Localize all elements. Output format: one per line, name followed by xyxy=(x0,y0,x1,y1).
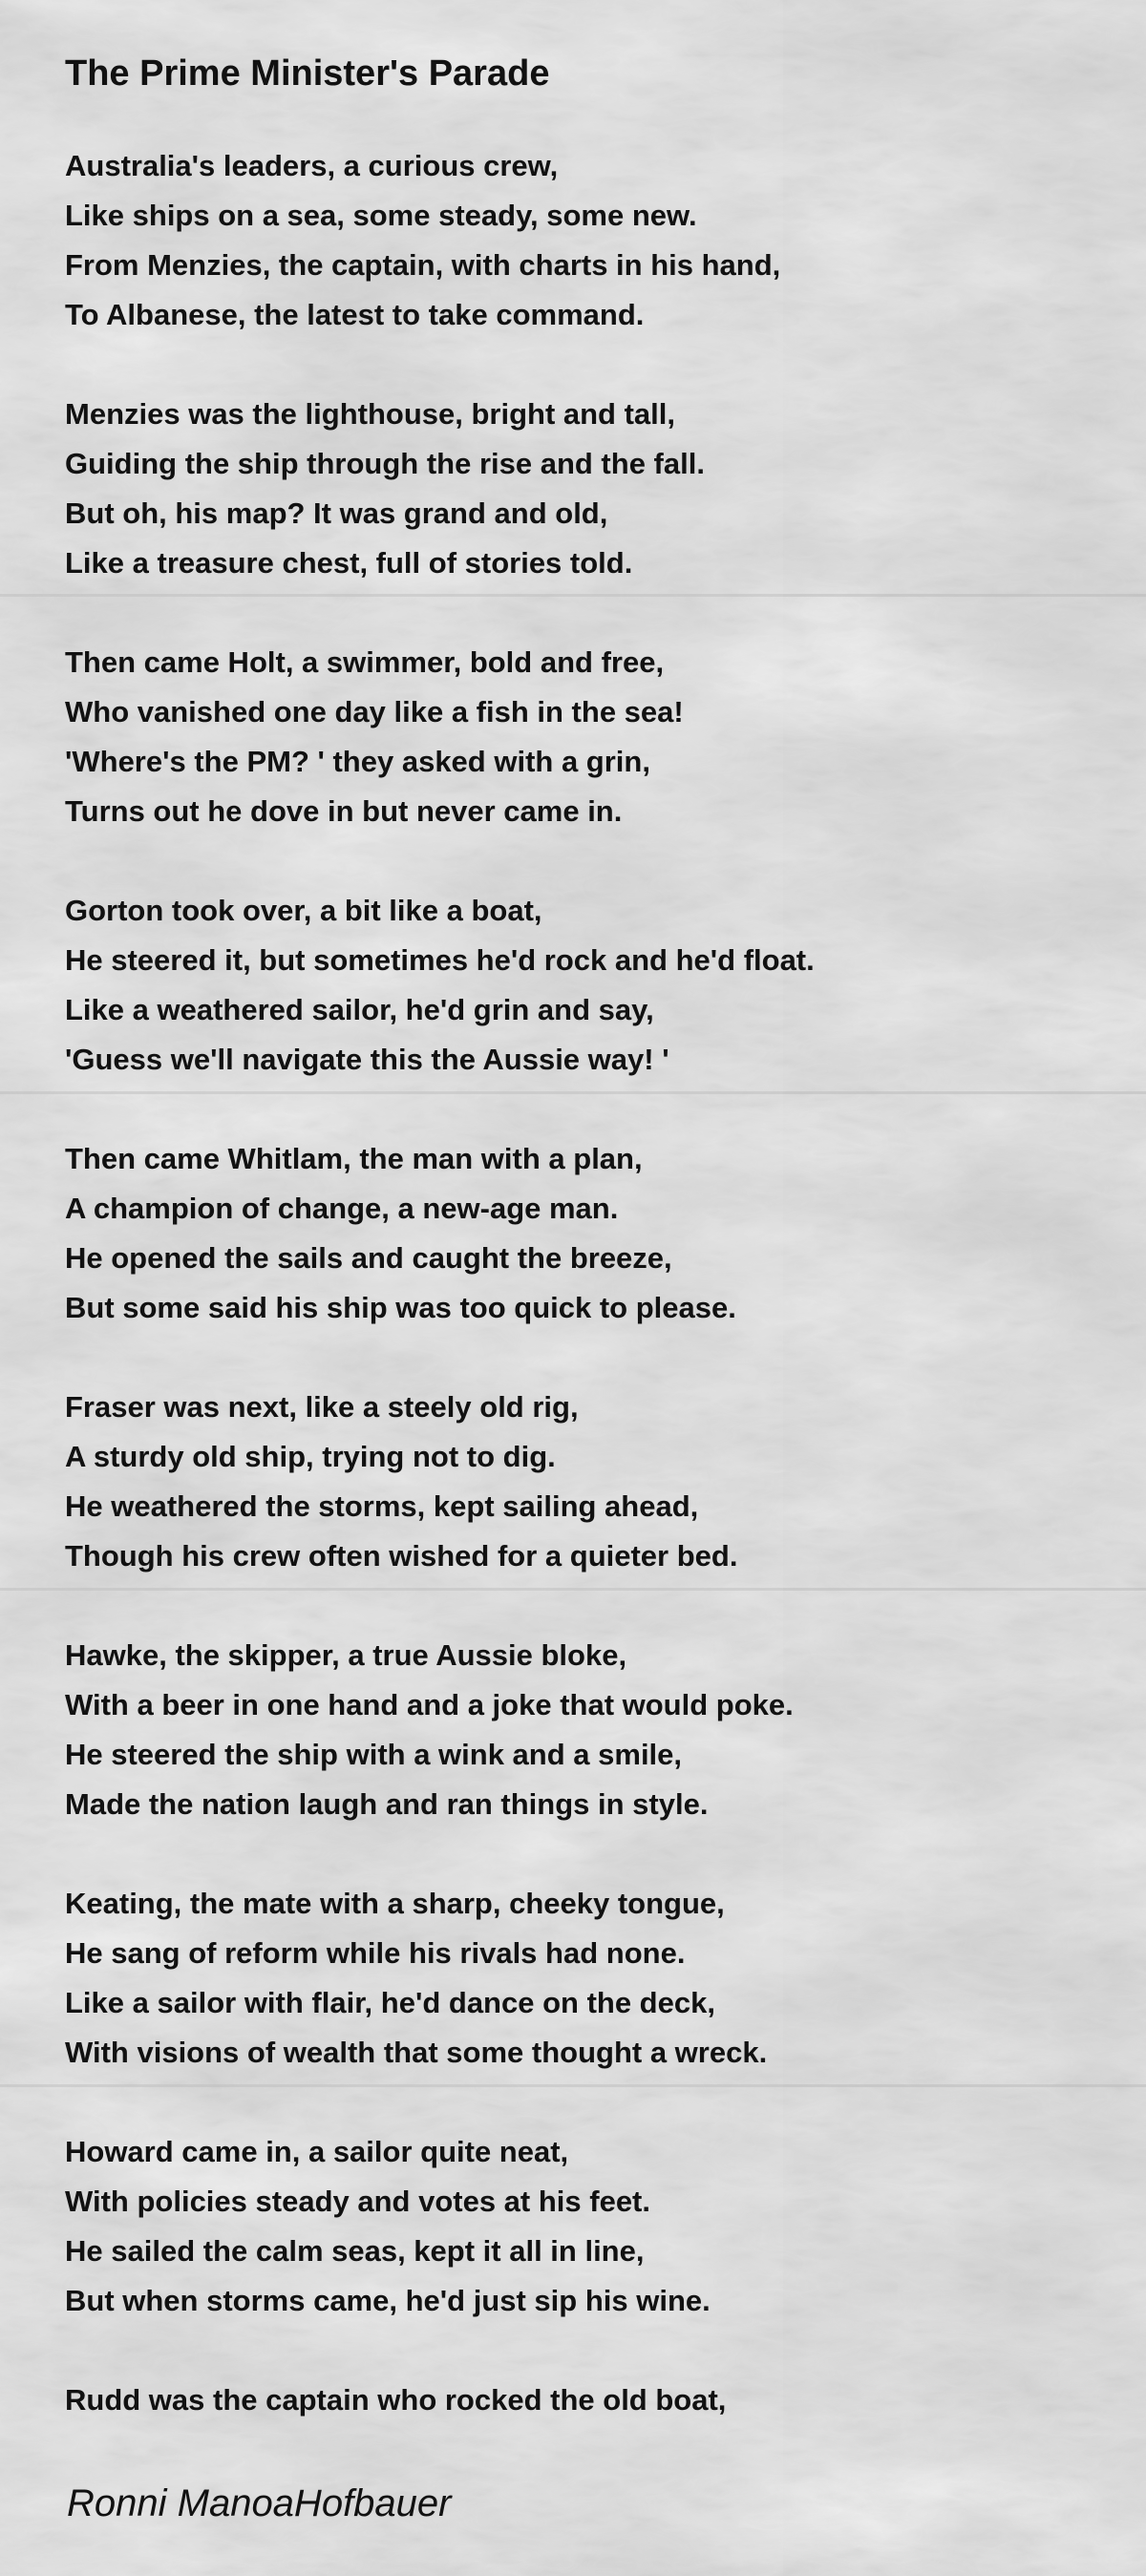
stanza-gap xyxy=(65,1581,1115,1631)
poem-body xyxy=(65,141,1115,2425)
poem-line: Like a sailor with flair, he'd dance on the deck, xyxy=(65,1986,715,2019)
poem-line: Like a treasure chest, full of stories told. xyxy=(65,546,633,580)
poem-line: But some said his ship was too quick to please. xyxy=(65,1291,736,1324)
stanza-gap xyxy=(65,836,1115,886)
poem-line: Fraser was next, like a steely old rig, xyxy=(65,1390,579,1424)
stanza-5 xyxy=(65,1134,1115,1333)
poem-line: From Menzies, the captain, with charts in his hand, xyxy=(65,248,781,282)
stanza-gap xyxy=(65,1333,1115,1383)
stanza-2 xyxy=(65,390,1115,588)
poem-line: Hawke, the skipper, a true Aussie bloke, xyxy=(65,1638,627,1672)
stanza-gap xyxy=(65,1085,1115,1134)
stanza-9 xyxy=(65,2127,1115,2326)
poem-line: Menzies was the lighthouse, bright and tall, xyxy=(65,397,676,431)
poem-line: 'Where's the PM? ' they asked with a grin, xyxy=(65,745,650,778)
stanza-gap xyxy=(65,340,1115,390)
stanza-gap xyxy=(65,2326,1115,2375)
poem-line: With a beer in one hand and a joke that would poke. xyxy=(65,1688,794,1721)
poem-line: Turns out he dove in but never came in. xyxy=(65,794,623,828)
poem-line: Like ships on a sea, some steady, some new. xyxy=(65,199,697,232)
poem-line: He steered the ship with a wink and a smile, xyxy=(65,1738,683,1771)
poem-line: With policies steady and votes at his feet. xyxy=(65,2185,650,2218)
poem-line: To Albanese, the latest to take command. xyxy=(65,298,645,331)
poem-line: Who vanished one day like a fish in the sea! xyxy=(65,695,684,728)
poem-line: Howard came in, a sailor quite neat, xyxy=(65,2135,569,2168)
poem-line: Like a weathered sailor, he'd grin and say, xyxy=(65,993,654,1026)
stanza-7 xyxy=(65,1631,1115,1829)
stanza-10 xyxy=(65,2375,1115,2425)
poem-line: With visions of wealth that some thought a wreck. xyxy=(65,2036,768,2069)
poem-line: Made the nation laugh and ran things in style. xyxy=(65,1787,709,1821)
poem-line: Australia's leaders, a curious crew, xyxy=(65,149,559,182)
poem-line: Keating, the mate with a sharp, cheeky tongue, xyxy=(65,1887,725,1920)
stanza-1 xyxy=(65,141,1115,340)
poem-line: Then came Holt, a swimmer, bold and free, xyxy=(65,645,665,679)
poem-line: But when storms came, he'd just sip his wine. xyxy=(65,2284,711,2317)
stanza-3 xyxy=(65,638,1115,836)
stanza-gap xyxy=(65,1829,1115,1879)
poem-line: Though his crew often wished for a quieter bed. xyxy=(65,1539,738,1573)
stanza-8 xyxy=(65,1879,1115,2078)
poem-line: Then came Whitlam, the man with a plan, xyxy=(65,1142,643,1175)
stanza-6 xyxy=(65,1383,1115,1581)
poem-line: A champion of change, a new-age man. xyxy=(65,1192,619,1225)
poem-line: Rudd was the captain who rocked the old boat, xyxy=(65,2383,727,2417)
poem-line: But oh, his map? It was grand and old, xyxy=(65,496,608,530)
poem-line: He opened the sails and caught the breeze, xyxy=(65,1241,672,1275)
poem-author: Ronni ManoaHofbauer xyxy=(67,2482,452,2524)
poem-title: The Prime Minister's Parade xyxy=(65,53,550,94)
poem-line: 'Guess we'll navigate this the Aussie way! ' xyxy=(65,1043,669,1076)
stanza-gap xyxy=(65,588,1115,638)
poem-line: Guiding the ship through the rise and the fall. xyxy=(65,447,705,480)
poem-line: He sang of reform while his rivals had none. xyxy=(65,1936,686,1970)
poem-line: He steered it, but sometimes he'd rock and he'd float. xyxy=(65,943,815,977)
poem-line: He weathered the storms, kept sailing ahead, xyxy=(65,1489,699,1523)
stanza-gap xyxy=(65,2078,1115,2127)
stanza-4 xyxy=(65,886,1115,1085)
poem-line: A sturdy old ship, trying not to dig. xyxy=(65,1440,556,1473)
poem-line: He sailed the calm seas, kept it all in line, xyxy=(65,2234,645,2268)
poem-line: Gorton took over, a bit like a boat, xyxy=(65,894,542,927)
